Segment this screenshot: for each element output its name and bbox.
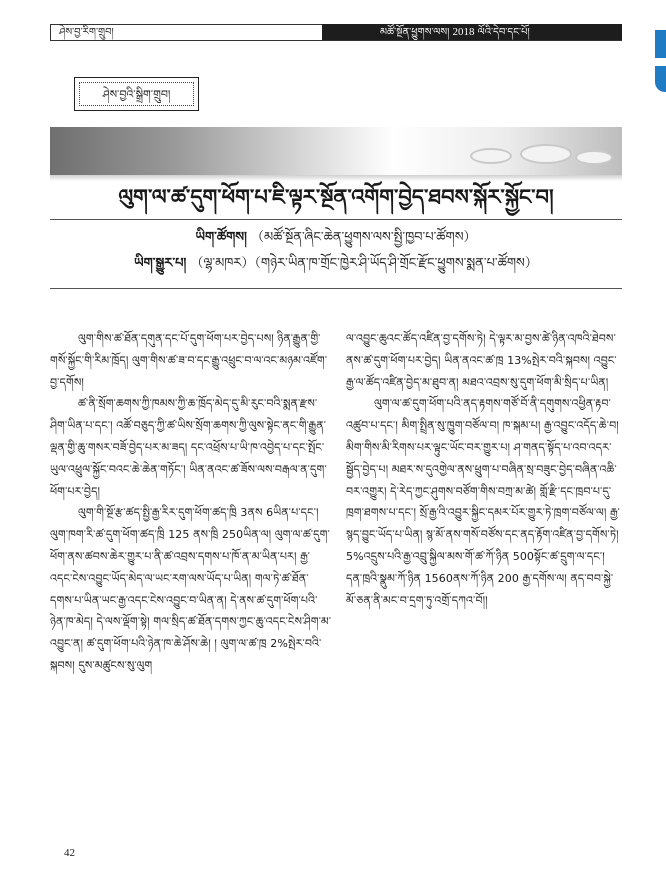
translator-name: （ལྷ་མཁར） <box>190 256 255 271</box>
running-header-left: ཤེས་བྱ་རིག་གྲུབ། <box>50 24 322 40</box>
section-label-box <box>74 77 199 111</box>
body-column-right <box>346 328 622 611</box>
banner-disc-1 <box>470 148 512 164</box>
side-tab-lower <box>655 66 666 92</box>
paragraph: ལུག་གིས་ཚ་ཐོན་དགུན་དང་པོ་དུག་ཕོག་པར་བྱེད་པས། ཉིན་རྒྱུན་གྱི་གསོ་སྐྱོང་གི་རིམ་ཁྲོད། ལུག་གིས་ཚ་ཟ་བ་དང་རྒྱུ་འཕྲུང་བ་ལ་འང་མཉམ་འཛོག་བྱ་དགོས། <box>50 332 328 389</box>
paragraph: ལ་འབྱུང་ཆུའང་ཚོད་འཛིན་བྱ་དགོས་ཏེ། དེ་ལྟར་མ་བྱས་ཚེ་ཉིན་འཁའི་ཐེབས་ནས་ཚ་དུག་ཕོག་པར་བྱེད། ཡིན་ནའང་ཚ་ཁྲ 13%སྤེར་བའི་སྐབས། འབྱུང་རྒྱ་ལ་ཚོད་འཛིན་བྱེད་མ་ཐུབ་ན། མཐའ་འབྲས་སུ་དུག་ཕོག་མི་སྲིད་པ་ཡིན། <box>346 332 617 389</box>
journal-name: མཚོ་སྔོན་ཕྱུགས་ལས། <box>380 27 450 38</box>
paragraph: ལུག་ལ་ཚ་དུག་ཕོག་པའི་ནད་རྟགས་གཙོ་བོ་ནི་དགུགས་འཕྱིན་རྟབ་འཚུབ་པ་དང་། མིག་སྤྲིན་སུ་ཁྱུག་བཙོལ་བ། ཁ་སྐམ་པ། རྒྱ་འབྱུང་འདོད་ཆེ་བ། མིག་གིས་མི་རིགས་པར་ལྟུང་ཡོང་བར་གྱུར་པ། ཤ་གནད་སྟོད་པ་འབ་འདར་སྦྱོད་བྱེད་པ། མཐར་ས་དུའགྱེལ་ནས་ཕྲུག་པ་བཞིན་སྲ་བཟུང་བྱེད་བཞིན་འཆི་བར་འགྱུར། དེ་རེད་ཀྱང་ཤུགས་བཙོག་གིས་བཀྲ་མ་ཚེ། གློ་རྫི་དང་ཁྲབ་པ་དུ་ཁྲག་ཐགས་པ་དང་། སྲོ་རྒྱ་འི་འབྱུར་སྐྱིང་དམར་པོར་གྱུར་ཏེ་ཁྲག་བཙོལ་ལ། རྒྱ་སྙད་བྱུང་ཡོད་པ་ཡིན། སྙ་མོ་ནས་གསོ་བཙོས་དང་ནད་རྟོག་འཛིན་བྱ་དགོས་ཏེ། 5%འདྲུས་པའི་རྒྱ་འབྲུ་སྐྱིལ་མས་གོ་ཚ་ཀོ་ཉིན 500སྟོང་ཚ་དྲུག་ལ་དང་། དན་ཁྲའི་སྣུམ་ཀོ་ཉིན 1560ནས་ཀོ་ཉིན 200 རྒྱ་དགོས་ལ། ནད་བབ་སྐྱེ་མོ་ཅན་ནི་མང་བ་དྲག་ཏུ་འགྲོ་དཀའ་བོ།། <box>346 397 620 607</box>
article-title: ལུག་ལ་ཚ་དུག་ཕོག་པ་ཇི་ལྟར་སྔོན་འགོག་བྱེད་ཐབས་སྐོར་སྐྱོང་བ། <box>118 185 554 209</box>
banner-disc-2 <box>520 144 572 164</box>
author-label: ཡིག་ཚོགས། <box>195 230 247 245</box>
journal-issue: ལོའི་དེབ་དང་པོ། <box>477 27 530 38</box>
section-label: ཤེས་བྱའི་སྒྲིག་གྲུབ། <box>79 82 194 106</box>
translator-line <box>60 254 612 274</box>
body-column-left <box>50 328 332 677</box>
side-tab-upper <box>655 30 666 58</box>
author-affiliation: （མཚོ་སྔོན་ཞིང་ཆེན་ཕྱུགས་ལས་སྤྱི་ཁྱབ་པ་ཚོགས） <box>251 230 477 245</box>
byline-rule <box>50 288 622 289</box>
journal-year: 2018 <box>452 26 475 38</box>
paragraph: ལུག་གི་སྔོ་རྩ་ཚད་སྤྱི་རྒྱ་རིར་དུག་ཕོག་ཚད་ཁྲི 3ནས 6ཡིན་པ་དང་། ལུག་ཁག་རི་ཚ་དུག་ཕོག་ཚད་ཁྲི 125 ནས་ཁྲི 250ཡིན་ལ། ལུག་ལ་ཚ་དུག་ཕོག་ནས་ཚབས་ཆེར་གྱུར་པ་ནི་ཚ་འབྲས་དགས་པ་ཁོ་ན་མ་ཡིན་པར། རྒྱ་འདང་ངེས་འབྱུང་ཡོད་མེད་ལ་ཡང་རག་ལས་ཡོད་པ་ཡིན། གལ་ཏེ་ཚ་ཐོན་དགས་པ་ཡིན་ཡང་རྒྱ་འདང་ངེས་འབྱུང་བ་ཡིན་ན། དེ་ནས་ཚ་དུག་ཕོག་པའི་ཉེན་ཁ་མེད། དེ་ལས་ལྡོག་སྟེ། གལ་སྲིད་ཚ་ཐོན་དགས་ཀྱང་ཆུ་འདང་ངེས་ཤིག་མ་འབྱུང་ན། ཚ་དུག་ཕོག་པའི་ཉེན་ཁ་ཆེ་ཤོས་ཆེ། ། ལུག་ལ་ཚ་ཁྲ 2%སྤེར་བའི་སྐབས། དུས་མཚུངས་སུ་ལུག <box>50 506 332 672</box>
translator-label: ཡིག་སྒྱུར་པ། <box>134 256 187 271</box>
translator-affiliation: （གཉེར་ཡིན་ཁ་གྲོང་ཁྱེར་ཤི་ཡོད་ཤི་གྲོང་རྫོང་ཕྱུགས་སྨན་པ་ཚོགས） <box>254 256 538 271</box>
title-rule <box>50 219 622 220</box>
author-line <box>60 228 612 248</box>
running-header-right <box>322 24 622 40</box>
page-number: 42 <box>64 847 75 859</box>
banner-disc-3 <box>575 150 613 165</box>
paragraph: ཚ་ནི་སྲོག་ཆགས་ཀྱི་ཁམས་ཀྱི་ཆ་ཁྲོད་མེད་དུ་མི་རུང་བའི་སྨན་རྫས་ཤིག་ཡིན་པ་དང་། འཚོ་བཅུད་ཀྱི་ཚ་ཡིས་སྲོག་ཆགས་ཀྱི་ལུས་སྟེང་ནང་གི་རྒྱུན་ལྡན་གྱི་ཆུ་གསར་བཟོ་བྱེད་པར་མ་ཟད། དང་འཕྲོས་པ་ཡི་ཁ་འབྱེད་པ་དང་སྤོང་ཡུལ་འཕྲུལ་སྐྱོང་བའང་ཆེ་ཆེན་གཏོང་། ཡིན་ནའང་ཚ་ཟོས་ལས་བརྒལ་ན་དུག་ཕོག་པར་བྱེད། <box>50 397 327 498</box>
header-rule <box>50 40 622 41</box>
